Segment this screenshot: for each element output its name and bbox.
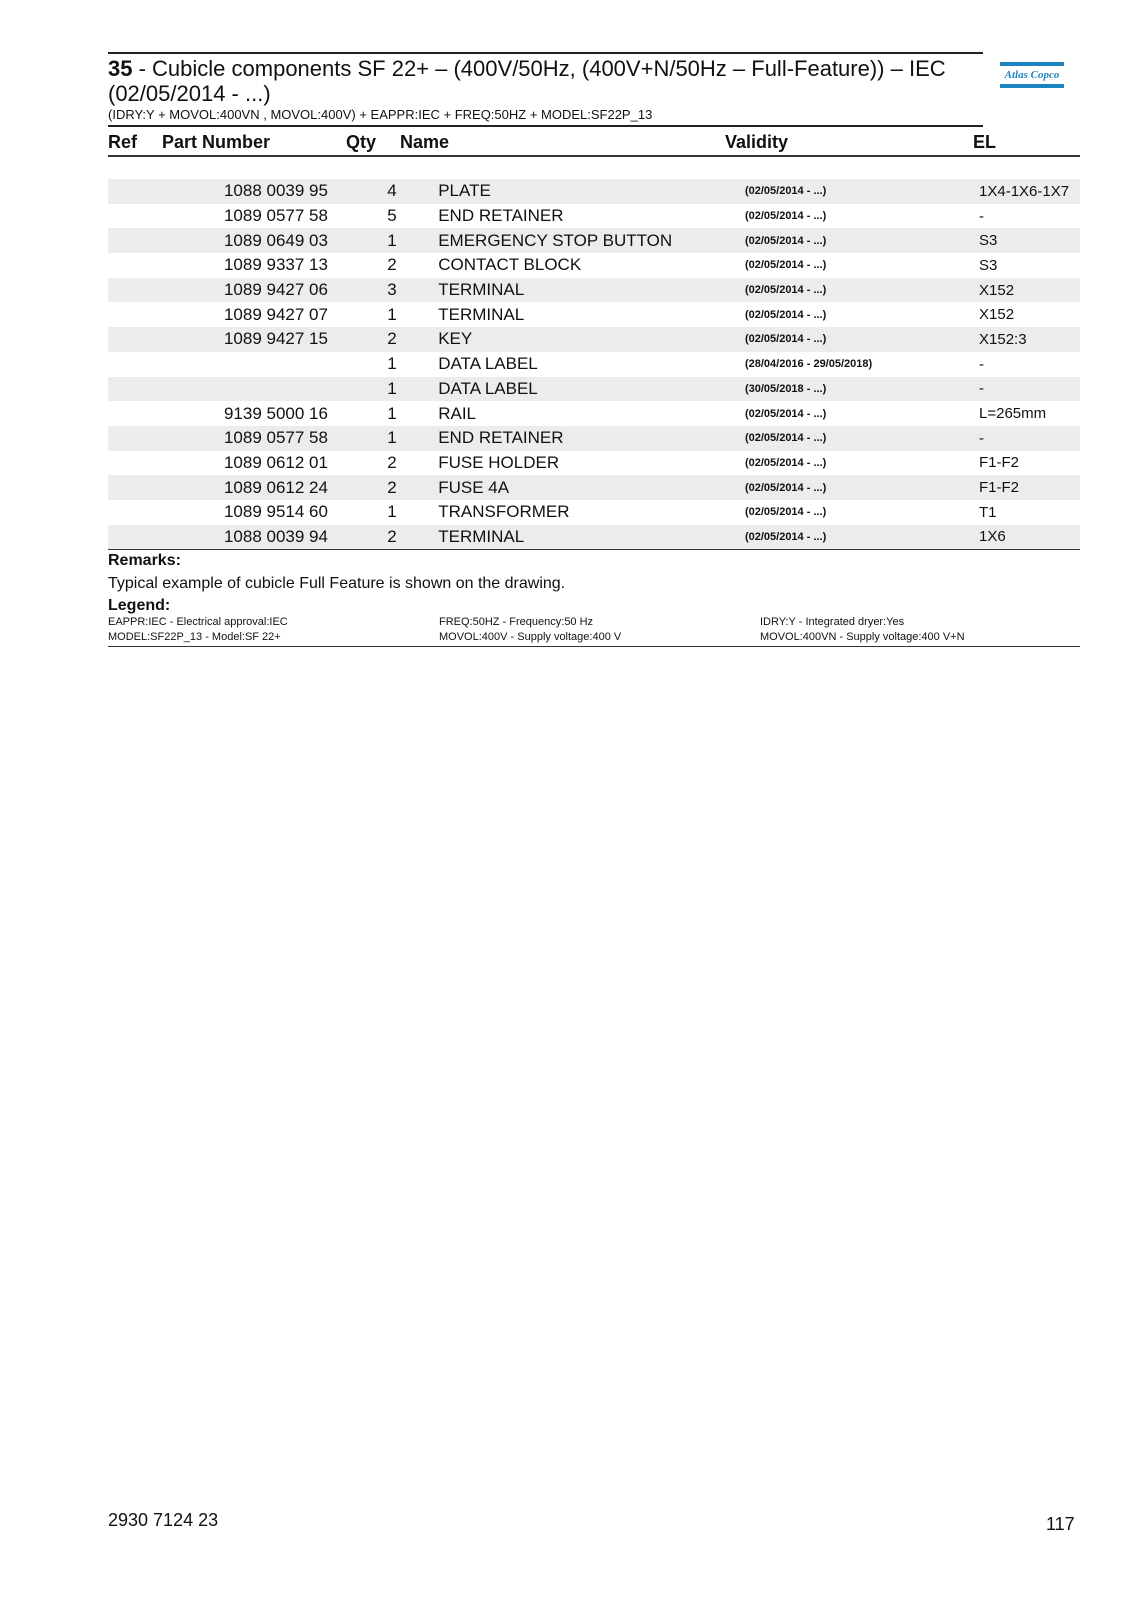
page-number: 117 [1046, 1514, 1075, 1534]
table-row [108, 401, 1080, 426]
cell-part-number: 1089 9427 06 [223, 280, 328, 300]
cell-validity: (30/05/2018 - ...) [744, 382, 827, 395]
cell-qty: 1 [387, 378, 397, 398]
table-row [108, 426, 1080, 451]
cell-part-number: 1089 0649 03 [223, 230, 328, 250]
cell-validity: (02/05/2014 - ...) [744, 407, 827, 420]
cell-part-number: 1088 0039 94 [223, 526, 328, 546]
cell-qty: 1 [387, 230, 397, 250]
cell-name: END RETAINER [438, 206, 564, 226]
table-row [108, 525, 1080, 550]
cell-part-number: 1089 0577 58 [223, 428, 328, 448]
logo-bottom-bar [1000, 84, 1064, 88]
section-conditions: (IDRY:Y + MOVOL:400VN , MOVOL:400V) + EAPPR:IEC + FREQ:50HZ + MODEL:SF22P_13 [108, 107, 983, 127]
table-row [108, 500, 1080, 525]
cell-name: CONTACT BLOCK [438, 255, 582, 275]
cell-validity: (02/05/2014 - ...) [744, 481, 827, 494]
cell-el: S3 [979, 256, 998, 274]
header-validity: Validity [725, 132, 789, 152]
section-header [108, 52, 1060, 127]
cell-name: RAIL [438, 403, 477, 423]
cell-name: TERMINAL [438, 280, 525, 300]
cell-el: 1X6 [979, 528, 1006, 546]
cell-part-number: 1088 0039 95 [223, 181, 328, 201]
cell-el: - [979, 380, 985, 398]
table-row [108, 475, 1080, 500]
section-title [108, 56, 983, 106]
table-row [108, 228, 1080, 253]
cell-validity: (02/05/2014 - ...) [744, 333, 827, 346]
cell-validity: (02/05/2014 - ...) [744, 456, 827, 469]
header-qty: Qty [346, 132, 377, 152]
document-number: 2930 7124 23 [108, 1510, 219, 1530]
cell-qty: 2 [387, 255, 397, 275]
cell-validity: (02/05/2014 - ...) [744, 432, 827, 445]
table-row [108, 352, 1080, 377]
cell-part-number: 9139 5000 16 [223, 403, 328, 423]
cell-validity: (02/05/2014 - ...) [744, 185, 827, 198]
cell-el: X152:3 [979, 330, 1027, 348]
cell-qty: 1 [387, 428, 397, 448]
cell-name: EMERGENCY STOP BUTTON [438, 230, 673, 250]
cell-part-number: 1089 9427 07 [223, 304, 328, 324]
cell-part-number: 1089 9427 15 [223, 329, 328, 349]
table-row [108, 278, 1080, 303]
cell-qty: 5 [387, 206, 397, 226]
header-part-number: Part Number [162, 132, 271, 152]
legend-item: MOVOL:400V - Supply voltage:400 V [439, 631, 622, 644]
cell-name: DATA LABEL [438, 378, 538, 398]
cell-el: - [979, 207, 985, 225]
cell-qty: 2 [387, 452, 397, 472]
legend-item: FREQ:50HZ - Frequency:50 Hz [439, 616, 594, 629]
cell-name: TERMINAL [438, 526, 525, 546]
cell-name: FUSE 4A [438, 477, 510, 497]
legend-item: MODEL:SF22P_13 - Model:SF 22+ [108, 631, 281, 644]
logo-text: Atlas Copco [1004, 69, 1060, 81]
table-row [108, 302, 1080, 327]
header-name: Name [400, 132, 450, 152]
parts-page [108, 52, 1080, 647]
cell-el: - [979, 429, 985, 447]
table-header [108, 127, 1080, 157]
table-row [108, 377, 1080, 402]
table-row [108, 179, 1080, 204]
cell-el: X152 [979, 306, 1015, 324]
cell-part-number: 1089 9337 13 [223, 255, 328, 275]
cell-validity: (02/05/2014 - ...) [744, 259, 827, 272]
cell-qty: 2 [387, 329, 397, 349]
legend-item: MOVOL:400VN - Supply voltage:400 V+N [760, 631, 965, 644]
cell-qty: 1 [387, 304, 397, 324]
cell-validity: (02/05/2014 - ...) [744, 530, 827, 543]
cell-el: X152 [979, 281, 1015, 299]
table-row [108, 253, 1080, 278]
cell-validity: (02/05/2014 - ...) [744, 284, 827, 297]
cell-validity: (02/05/2014 - ...) [744, 234, 827, 247]
legend-item: EAPPR:IEC - Electrical approval:IEC [108, 616, 288, 629]
cell-name: FUSE HOLDER [438, 452, 560, 472]
cell-qty: 1 [387, 354, 397, 374]
cell-el: F1-F2 [979, 479, 1020, 497]
cell-name: TRANSFORMER [438, 502, 570, 522]
parts-table-body [108, 179, 1080, 549]
cell-qty: 2 [387, 477, 397, 497]
cell-validity: (02/05/2014 - ...) [744, 506, 827, 519]
table-bottom-rule [108, 549, 1080, 550]
table-row [108, 451, 1080, 476]
cell-part-number: 1089 0577 58 [223, 206, 328, 226]
cell-el: - [979, 355, 985, 373]
section-number: 35 [108, 56, 133, 81]
legend-list [108, 615, 1080, 647]
cell-el: 1X4-1X6-1X7 [979, 182, 1070, 200]
cell-qty: 4 [387, 181, 397, 201]
remarks-heading: Remarks: [108, 552, 181, 570]
cell-el: T1 [979, 503, 997, 521]
remarks-text: Typical example of cubicle Full Feature is shown on the drawing. [108, 575, 566, 593]
header-ref: Ref [108, 132, 138, 152]
cell-part-number: 1089 9514 60 [223, 502, 328, 522]
cell-validity: (28/04/2016 - 29/05/2018) [744, 358, 873, 371]
cell-name: TERMINAL [438, 304, 525, 324]
cell-validity: (02/05/2014 - ...) [744, 308, 827, 321]
cell-qty: 2 [387, 526, 397, 546]
atlas-copco-logo [1000, 62, 1064, 94]
table-row [108, 204, 1080, 229]
cell-validity: (02/05/2014 - ...) [744, 210, 827, 223]
legend-item: IDRY:Y - Integrated dryer:Yes [760, 616, 905, 629]
cell-part-number: 1089 0612 24 [223, 477, 328, 497]
table-row [108, 327, 1080, 352]
cell-name: END RETAINER [438, 428, 564, 448]
cell-name: KEY [438, 329, 473, 349]
cell-qty: 1 [387, 403, 397, 423]
cell-part-number: 1089 0612 01 [223, 452, 328, 472]
cell-el: S3 [979, 232, 998, 250]
cell-qty: 3 [387, 280, 397, 300]
legend-heading: Legend: [108, 597, 171, 615]
cell-name: DATA LABEL [438, 354, 538, 374]
cell-el: F1-F2 [979, 454, 1020, 472]
cell-el: L=265mm [979, 405, 1047, 423]
header-el: EL [973, 132, 997, 152]
cell-name: PLATE [438, 181, 491, 201]
section-title-text: - Cubicle components SF 22+ – (400V/50Hz, (400V+N/50Hz – Full-Feature)) – IEC (02/05/2014 - ...) [108, 56, 946, 106]
cell-qty: 1 [387, 502, 397, 522]
